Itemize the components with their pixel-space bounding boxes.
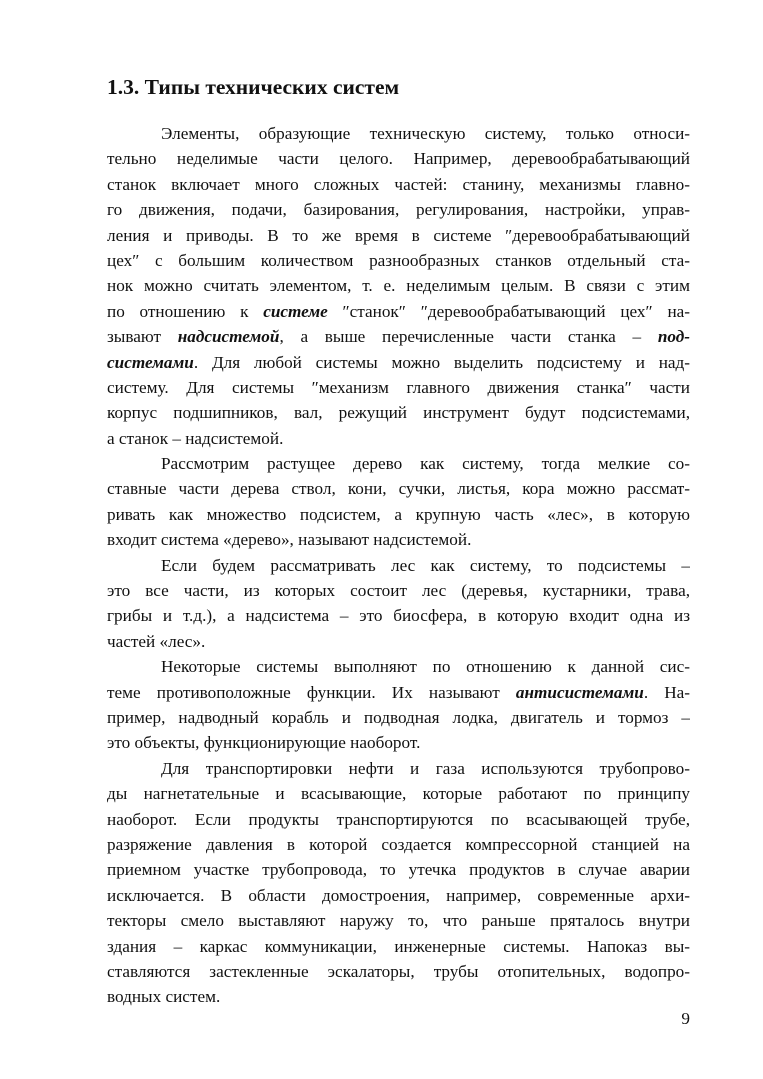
text-line: [107, 248, 690, 273]
text-run: разряжение давления в которой создается компрессорной станцией на: [107, 834, 690, 854]
text-line: [107, 146, 690, 171]
text-line: [107, 502, 690, 527]
text-line: [107, 629, 690, 654]
text-line: [107, 451, 690, 476]
text-run: ставляются застекленные эскалаторы, трубы отопительных, водопро-: [107, 961, 690, 981]
text-run: ″станок″ ″деревообрабатывающий цех″ на-: [327, 301, 690, 321]
text-line: [107, 375, 690, 400]
text-line: [107, 350, 690, 375]
text-run: исключается. В области домостроения, например, современные архи-: [107, 885, 690, 905]
emphasis-term: системами: [107, 352, 194, 372]
text-line: [107, 603, 690, 628]
text-run: здания – каркас коммуникации, инженерные системы. Напоказ вы-: [107, 936, 690, 956]
emphasis-term: надсистемой: [177, 327, 280, 347]
text-line: [107, 654, 690, 679]
text-run: . Для любой системы можно выделить подсистему и над-: [193, 352, 690, 372]
paragraph: [107, 654, 690, 756]
section-heading: 1.3. Типы технических систем: [107, 75, 400, 99]
text-run: нок можно считать элементом, т. е. неделимым целым. В связи с этим: [107, 276, 690, 296]
text-run: ды нагнетательные и всасывающие, которые работают по принципу: [107, 784, 690, 804]
text-run: теме противоположные функции. Их называют: [107, 682, 516, 702]
text-line: [107, 705, 690, 730]
emphasis-term: системе: [263, 301, 328, 321]
body-text: [107, 121, 690, 1010]
text-line: [107, 832, 690, 857]
text-run: Рассмотрим растущее дерево как систему, тогда мелкие со-: [161, 454, 690, 474]
text-run: го движения, подачи, базирования, регулирования, настройки, управ-: [107, 200, 690, 220]
text-line: [107, 400, 690, 425]
text-run: цех″ с большим количеством разнообразных станков отдельный ста-: [107, 250, 690, 270]
emphasis-term: антисистемами: [515, 682, 644, 702]
text-run: ления и приводы. В то же время в системе ″деревообрабатывающий: [107, 225, 690, 245]
text-run: корпус подшипников, вал, режущий инструмент будут подсистемами,: [107, 403, 690, 423]
text-run: , а выше перечисленные части станка –: [279, 327, 658, 347]
text-line: [107, 527, 690, 552]
text-run: частей «лес».: [107, 631, 206, 651]
text-line: [107, 807, 690, 832]
text-line: [107, 857, 690, 882]
text-line: [107, 908, 690, 933]
text-line: [107, 172, 690, 197]
text-run: Если будем рассматривать лес как систему, то подсистемы –: [161, 555, 690, 575]
text-run: это объекты, функционирующие наоборот.: [107, 733, 421, 753]
text-line: [107, 273, 690, 298]
text-run: систему. Для системы ″механизм главного движения станка″ части: [107, 377, 690, 397]
text-run: водных систем.: [107, 987, 221, 1007]
paragraph: [107, 451, 690, 553]
text-line: [107, 324, 690, 349]
text-run: ставные части дерева ствол, кони, сучки, листья, кора можно рассмат-: [107, 479, 690, 499]
page-number: 9: [681, 1009, 690, 1028]
text-line: [107, 959, 690, 984]
text-line: [107, 883, 690, 908]
text-line: [107, 553, 690, 578]
text-line: [107, 984, 690, 1009]
text-line: [107, 730, 690, 755]
text-run: зывают: [107, 327, 178, 347]
text-run: текторы смело выставляют наружу то, что раньше пряталось внутри: [107, 911, 690, 931]
text-run: входит система «дерево», называют надсистемой.: [107, 530, 472, 550]
text-line: [107, 121, 690, 146]
text-line: [107, 756, 690, 781]
text-run: пример, надводный корабль и подводная лодка, двигатель и тормоз –: [107, 707, 690, 727]
text-line: [107, 781, 690, 806]
text-run: наоборот. Если продукты транспортируются по всасывающей трубе,: [107, 809, 690, 829]
text-run: ривать как множество подсистем, а крупную часть «лес», в которую: [107, 504, 690, 524]
text-run: по отношению к: [107, 301, 264, 321]
text-run: это все части, из которых состоит лес (деревья, кустарники, трава,: [107, 581, 690, 601]
text-run: Элементы, образующие техническую систему, только относи-: [161, 124, 690, 143]
text-line: [107, 934, 690, 959]
text-run: Некоторые системы выполняют по отношению к данной сис-: [161, 657, 690, 677]
text-line: [107, 680, 690, 705]
text-line: [107, 299, 690, 324]
text-line: [107, 223, 690, 248]
text-line: [107, 197, 690, 222]
emphasis-term: под-: [657, 327, 690, 347]
text-run: Для транспортировки нефти и газа используются трубопрово-: [161, 758, 690, 778]
text-line: [107, 578, 690, 603]
paragraph: [107, 756, 690, 1010]
text-run: а станок – надсистемой.: [107, 428, 284, 448]
text-run: тельно неделимые части целого. Например, деревообрабатывающий: [107, 149, 690, 169]
text-run: грибы и т.д.), а надсистема – это биосфера, в которую входит одна из: [107, 606, 690, 626]
text-line: [107, 476, 690, 501]
paragraph: [107, 553, 690, 655]
text-line: [107, 426, 690, 451]
text-run: станок включает много сложных частей: станину, механизмы главно-: [107, 174, 690, 194]
text-run: . На-: [643, 682, 690, 702]
paragraph: [107, 121, 690, 451]
text-run: приемном участке трубопровода, то утечка продуктов в случае аварии: [107, 860, 690, 880]
